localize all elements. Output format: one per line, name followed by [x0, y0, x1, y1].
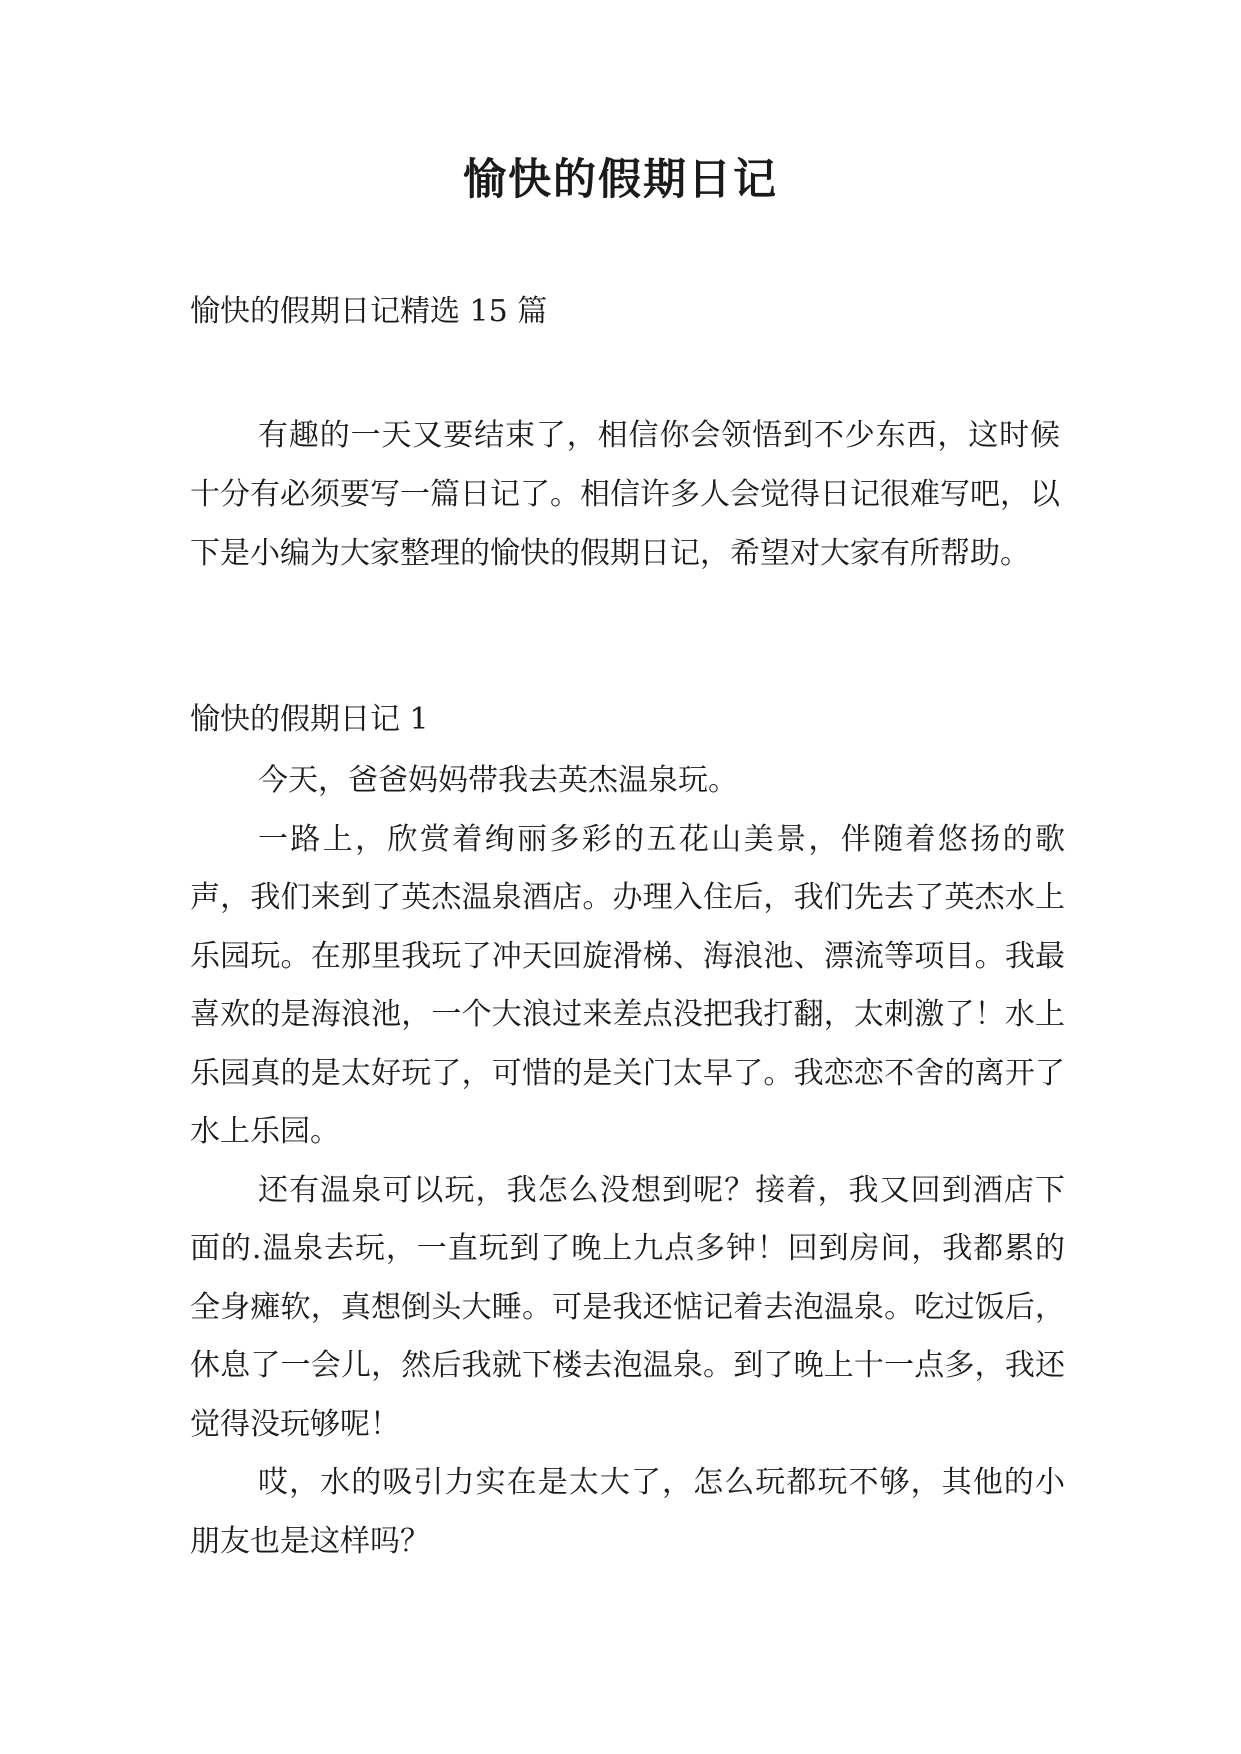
intro-paragraph: 有趣的一天又要结束了，相信你会领悟到不少东西，这时候十分有必须要写一篇日记了。相信许多人会觉得日记很难写吧，以下是小编为大家整理的愉快的假期日记，希望对大家有所帮助。 — [190, 418, 1060, 571]
body-paragraph: 还有温泉可以玩，我怎么没想到呢？接着，我又回到酒店下面的.温泉去玩，一直玩到了晚上九点多钟！回到房间，我都累的全身瘫软，真想倒头大睡。可是我还惦记着去泡温泉。吃过饭后，休息了一会儿，然后我就下楼去泡温泉。到了晚上十一点多，我还觉得没玩够呢！ — [190, 1172, 1065, 1442]
document-title: 愉快的假期日记 — [463, 155, 778, 205]
body-paragraph: 一路上，欣赏着绚丽多彩的五花山美景，伴随着悠扬的歌声，我们来到了英杰温泉酒店。办理入住后，我们先去了英杰水上乐园玩。在那里我玩了冲天回旋滑梯、海浪池、漂流等项目。我最喜欢的是海浪池，一个大浪过来差点没把我打翻，太刺激了！水上乐园真的是太好玩了，可惜的是关门太早了。我恋恋不舍的离开了水上乐园。 — [190, 821, 1065, 1149]
section-title: 愉快的假期日记 1 — [190, 702, 429, 737]
document-subtitle: 愉快的假期日记精选 15 篇 — [190, 294, 548, 329]
section-body — [190, 752, 1065, 1571]
body-paragraph: 今天，爸爸妈妈带我去英杰温泉玩。 — [258, 763, 738, 798]
body-paragraph: 哎，水的吸引力实在是太大了，怎么玩都玩不够，其他的小朋友也是这样吗？ — [190, 1465, 1065, 1559]
